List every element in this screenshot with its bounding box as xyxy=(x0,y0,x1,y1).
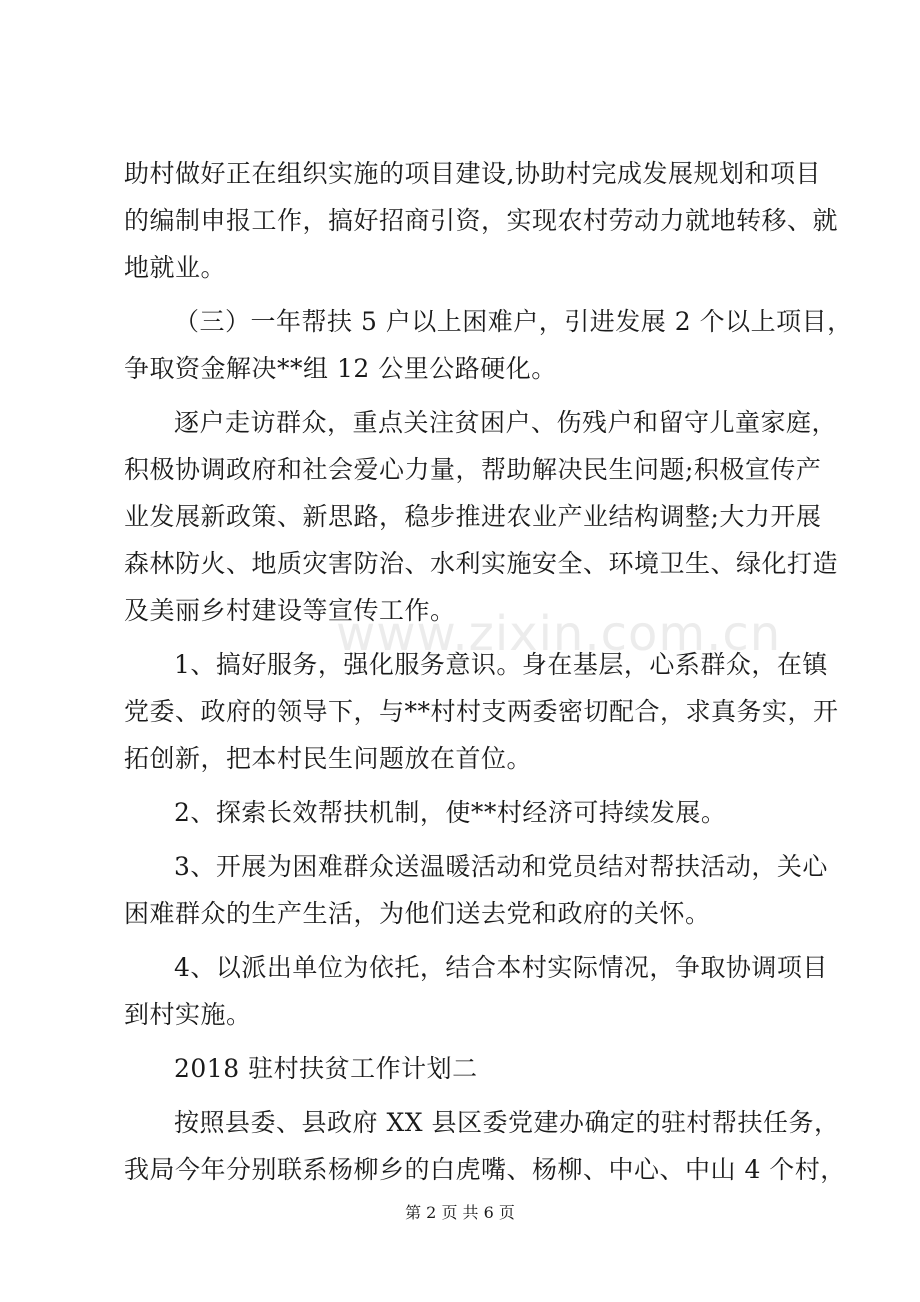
body-line: 拓创新，把本村民生问题放在首位。 xyxy=(124,744,533,773)
body-line: 业发展新政策、新思路，稳步推进农业产业结构调整;大力开展 xyxy=(124,502,822,531)
document-body xyxy=(124,150,853,1193)
body-line: 4、以派出单位为依托，结合本村实际情况，争取协调项目 xyxy=(174,953,828,982)
body-line: 党委、政府的领导下，与**村村支两委密切配合，求真务实，开 xyxy=(124,697,839,726)
body-line: 我局今年分别联系杨柳乡的白虎嘴、杨柳、中心、中山 4 个村， xyxy=(124,1155,846,1184)
watermark: www.zixin.com.cn xyxy=(336,606,782,662)
body-line: 地就业。 xyxy=(124,253,227,282)
body-line: 3、开展为困难群众送温暖活动和党员结对帮扶活动，关心 xyxy=(174,852,828,881)
body-line: 森林防火、地质灾害防治、水利实施安全、环境卫生、绿化打造 xyxy=(124,549,839,578)
body-line: 逐户走访群众，重点关注贫困户、伤残户和留守儿童家庭， xyxy=(174,408,838,437)
body-line: 困难群众的生产生活，为他们送去党和政府的关怀。 xyxy=(124,899,711,928)
section-heading: 2018 驻村扶贫工作计划二 xyxy=(174,1054,478,1083)
page-footer: 第 2 页 共 6 页 xyxy=(405,1203,515,1222)
body-line: 按照县委、县政府 XX 县区委党建办确定的驻村帮扶任务， xyxy=(174,1108,840,1137)
body-line: （三）一年帮扶 5 户以上困难户，引进发展 2 个以上项目， xyxy=(174,307,853,336)
body-line: 2、探索长效帮扶机制，使**村经济可持续发展。 xyxy=(174,798,727,827)
body-line: 1、搞好服务，强化服务意识。身在基层，心系群众，在镇 xyxy=(174,650,828,679)
body-line: 积极协调政府和社会爱心力量，帮助解决民生问题;积极宣传产 xyxy=(124,455,822,484)
body-line: 争取资金解决**组 12 公里公路硬化。 xyxy=(124,354,557,383)
body-line: 及美丽乡村建设等宣传工作。 xyxy=(124,596,456,625)
body-line: 的编制申报工作，搞好招商引资，实现农村劳动力就地转移、就 xyxy=(124,206,839,235)
body-line: 助村做好正在组织实施的项目建设,协助村完成发展规划和项目 xyxy=(124,159,821,188)
body-line: 到村实施。 xyxy=(124,1000,252,1029)
